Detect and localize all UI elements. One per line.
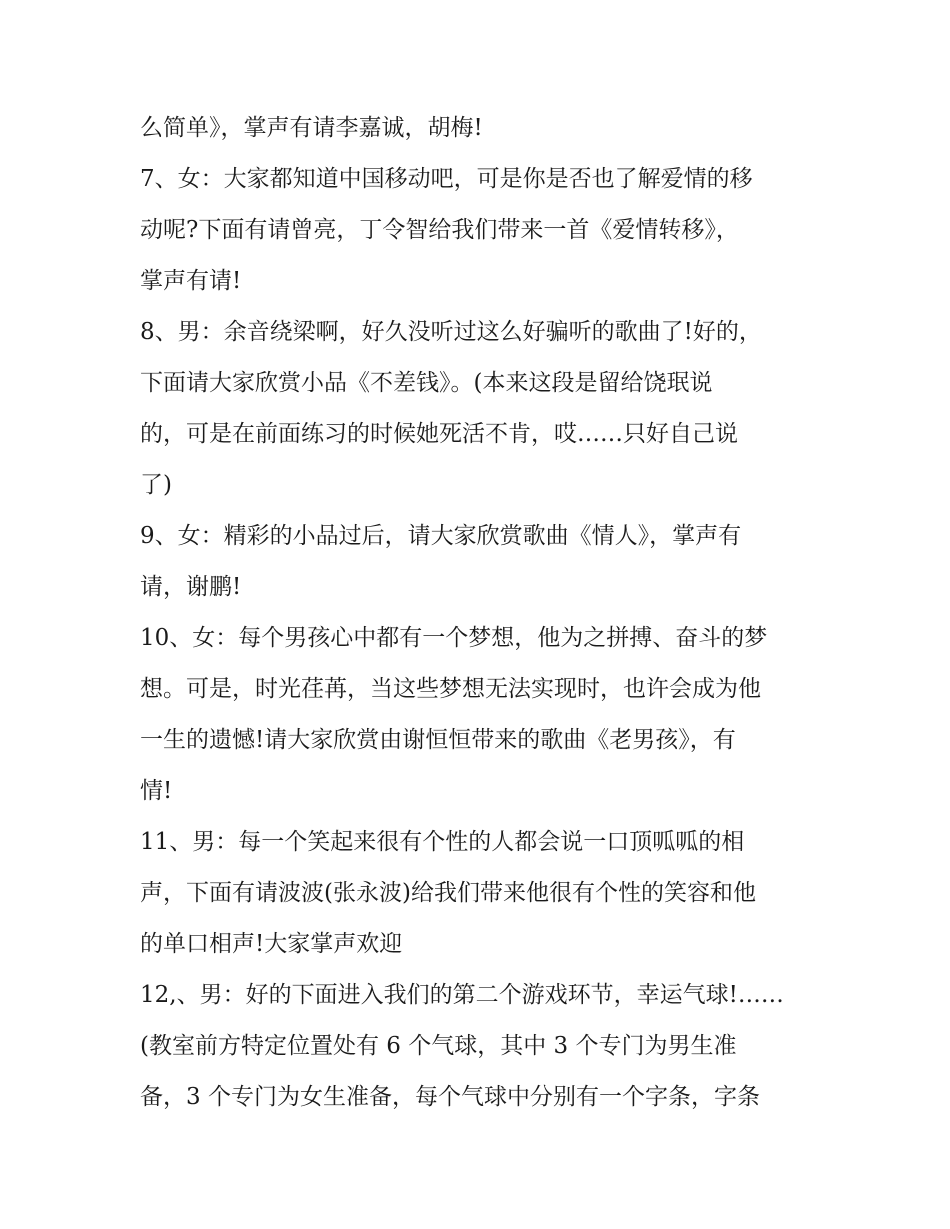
text-line: 了) <box>140 472 172 498</box>
text-line: 请，谢鹏! <box>140 574 242 600</box>
text-line: 7、女：大家都知道中国移动吧，可是你是否也了解爱情的移 <box>140 166 753 192</box>
text-line: 下面请大家欣赏小品《不差钱》。(本来这段是留给饶珉说 <box>140 370 713 396</box>
text-line: 一生的遗憾!请大家欣赏由谢恒恒带来的歌曲《老男孩》，有 <box>140 727 736 753</box>
text-line: (教室前方特定位置处有 6 个气球，其中 3 个专门为男生准 <box>140 1033 737 1059</box>
text-line: 情! <box>140 778 173 804</box>
document-body <box>140 103 820 1123</box>
text-line: 动呢?下面有请曾亮，丁令智给我们带来一首《爱情转移》， <box>140 217 739 243</box>
text-line: 掌声有请! <box>140 268 242 294</box>
text-line: 的单口相声!大家掌声欢迎 <box>140 931 403 957</box>
text-line: 8、男：余音绕梁啊，好久没听过这么好骗听的歌曲了!好的， <box>140 319 762 345</box>
text-line: 么简单》，掌声有请李嘉诚，胡梅! <box>140 115 483 141</box>
text-line: 9、女：精彩的小品过后，请大家欣赏歌曲《情人》，掌声有 <box>140 523 742 549</box>
text-line: 声，下面有请波波(张永波)给我们带来他很有个性的笑容和他 <box>140 880 756 906</box>
text-line: 备，3 个专门为女生准备，每个气球中分别有一个字条，字条 <box>140 1084 760 1110</box>
text-line: 11、男：每一个笑起来很有个性的人都会说一口顶呱呱的相 <box>140 829 745 855</box>
text-line: 想。可是，时光荏苒，当这些梦想无法实现时，也许会成为他 <box>140 676 761 702</box>
text-line: 的，可是在前面练习的时候她死活不肯，哎……只好自己说 <box>140 421 738 447</box>
text-line: 10、女：每个男孩心中都有一个梦想，他为之拼搏、奋斗的梦 <box>140 625 768 651</box>
text-line: 12,、男：好的下面进入我们的第二个游戏环节，幸运气球!…… <box>140 982 784 1008</box>
